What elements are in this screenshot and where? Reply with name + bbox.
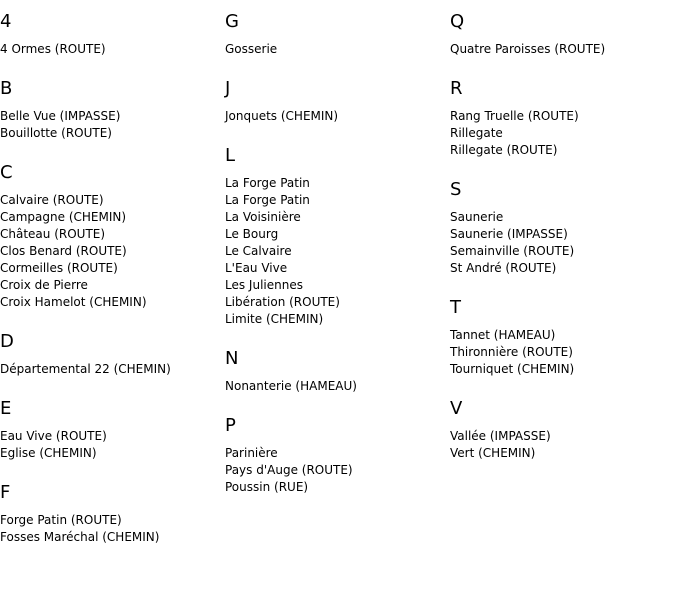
street-name: Campagne (CHEMIN): [0, 210, 127, 224]
street-name: Eau Vive (ROUTE): [0, 429, 107, 443]
street-name: Château (ROUTE): [0, 227, 106, 241]
group-letter-heading: 4: [0, 11, 12, 32]
street-name: Forge Patin (ROUTE): [0, 513, 122, 527]
street-name: Les Juliennes: [225, 278, 303, 292]
street-name: Saunerie: [450, 210, 504, 224]
street-name: Clos Benard (ROUTE): [0, 244, 127, 258]
street-list: [450, 327, 675, 378]
letter-group: [0, 482, 225, 546]
street-name: 4 Ormes (ROUTE): [0, 42, 106, 56]
street-name: Jonquets (CHEMIN): [225, 109, 339, 123]
street-list: [0, 192, 225, 311]
letter-group: [0, 331, 225, 378]
group-letter-heading: L: [225, 145, 236, 166]
letter-group: [450, 398, 675, 462]
street-name: Rillegate (ROUTE): [450, 143, 558, 157]
street-list: [0, 512, 225, 546]
street-name: Bouillotte (ROUTE): [0, 126, 112, 140]
street-name: Poussin (RUE): [225, 480, 309, 494]
letter-group: [225, 145, 450, 328]
street-name: Quatre Paroisses (ROUTE): [450, 42, 606, 56]
street-name: Thironnière (ROUTE): [450, 345, 573, 359]
street-name: La Forge Patin: [225, 193, 310, 207]
index-column: [0, 0, 225, 566]
street-name: Vallée (IMPASSE): [450, 429, 551, 443]
group-letter-heading: J: [225, 78, 231, 99]
street-name: Calvaire (ROUTE): [0, 193, 104, 207]
street-list: [450, 428, 675, 462]
group-letter-heading: P: [225, 415, 236, 436]
street-name: Pays d'Auge (ROUTE): [225, 463, 353, 477]
group-letter-heading: N: [225, 348, 239, 369]
letter-group: [450, 78, 675, 159]
street-name: Fosses Maréchal (CHEMIN): [0, 530, 160, 544]
letter-group: [225, 348, 450, 395]
group-letter-heading: T: [450, 297, 461, 318]
letter-group: [225, 11, 450, 58]
street-list: [225, 378, 450, 395]
street-name: Vert (CHEMIN): [450, 446, 536, 460]
letter-group: [0, 11, 225, 58]
group-letter-heading: B: [0, 78, 13, 99]
letter-group: [450, 11, 675, 58]
index-column: [225, 0, 450, 516]
street-list: [0, 41, 225, 58]
street-list: [225, 41, 450, 58]
street-list: [225, 175, 450, 328]
street-name: Cormeilles (ROUTE): [0, 261, 118, 275]
letter-group: [450, 179, 675, 277]
street-name: Tourniquet (CHEMIN): [450, 362, 575, 376]
street-name: Limite (CHEMIN): [225, 312, 324, 326]
street-name: Rillegate: [450, 126, 503, 140]
group-letter-heading: Q: [450, 11, 465, 32]
street-list: [450, 41, 675, 58]
index-column: [450, 0, 675, 482]
group-letter-heading: S: [450, 179, 462, 200]
street-name: Départemental 22 (CHEMIN): [0, 362, 171, 376]
street-name: Semainville (ROUTE): [450, 244, 575, 258]
letter-group: [225, 78, 450, 125]
street-name: Libération (ROUTE): [225, 295, 340, 309]
street-name: Le Bourg: [225, 227, 279, 241]
street-name: Rang Truelle (ROUTE): [450, 109, 579, 123]
street-name: Eglise (CHEMIN): [0, 446, 97, 460]
street-list: [0, 361, 225, 378]
street-list: [450, 108, 675, 159]
street-name: Nonanterie (HAMEAU): [225, 379, 357, 393]
street-list: [0, 108, 225, 142]
group-letter-heading: F: [0, 482, 11, 503]
group-letter-heading: D: [0, 331, 14, 352]
letter-group: [0, 162, 225, 311]
street-name: Le Calvaire: [225, 244, 292, 258]
letter-group: [0, 78, 225, 142]
street-name: Saunerie (IMPASSE): [450, 227, 568, 241]
street-name: Croix de Pierre: [0, 278, 88, 292]
group-letter-heading: E: [0, 398, 12, 419]
street-name: Croix Hamelot (CHEMIN): [0, 295, 147, 309]
street-name: La Voisinière: [225, 210, 301, 224]
street-name: Gosserie: [225, 42, 278, 56]
group-letter-heading: G: [225, 11, 239, 32]
street-name: La Forge Patin: [225, 176, 310, 190]
group-letter-heading: C: [0, 162, 13, 183]
street-list: [225, 108, 450, 125]
letter-group: [0, 398, 225, 462]
street-list: [0, 428, 225, 462]
street-name: St André (ROUTE): [450, 261, 557, 275]
street-name: Belle Vue (IMPASSE): [0, 109, 121, 123]
group-letter-heading: V: [450, 398, 463, 419]
street-name: Parinière: [225, 446, 278, 460]
street-name: Tannet (HAMEAU): [450, 328, 556, 342]
letter-group: [450, 297, 675, 378]
street-name: L'Eau Vive: [225, 261, 288, 275]
group-letter-heading: R: [450, 78, 463, 99]
letter-group: [225, 415, 450, 496]
street-list: [225, 445, 450, 496]
street-list: [450, 209, 675, 277]
